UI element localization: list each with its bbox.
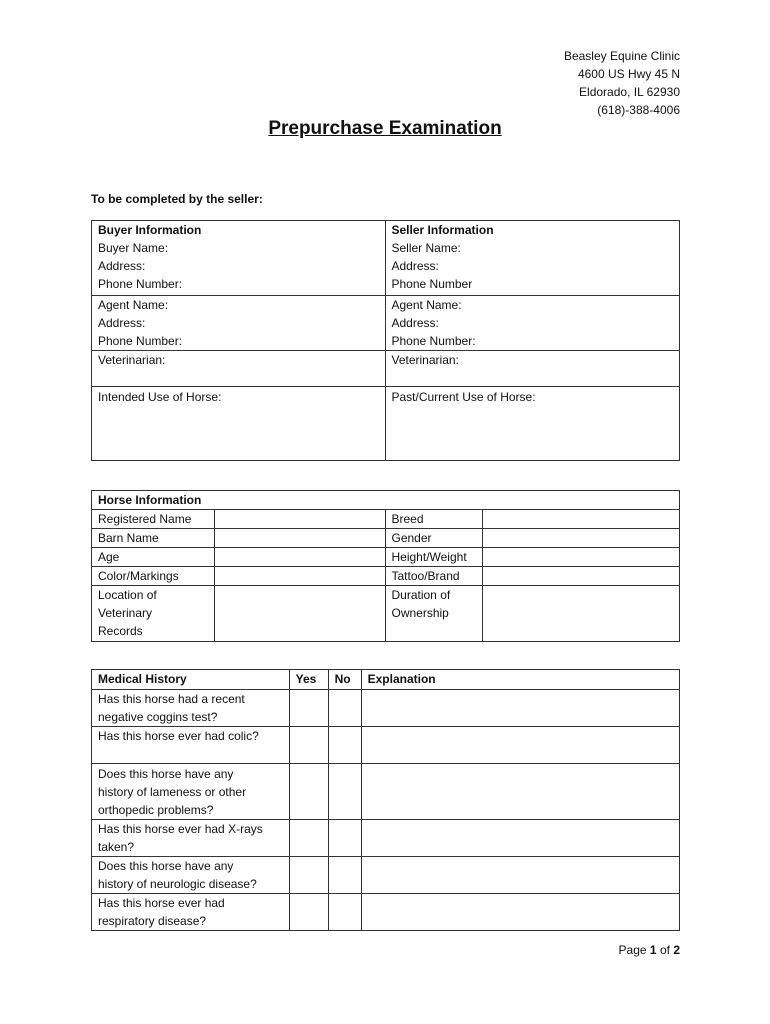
xrays-explanation-cell[interactable] <box>361 820 679 857</box>
lameness-explanation-cell[interactable] <box>361 764 679 820</box>
xrays-no-cell[interactable] <box>328 820 361 857</box>
ownership-line-1: Duration of <box>391 588 451 602</box>
question-text: Does this horse have any <box>98 859 234 873</box>
vet-records-location-label <box>92 586 215 642</box>
question-text: Has this horse ever had X-rays <box>98 822 263 836</box>
neurologic-explanation-cell[interactable] <box>361 857 679 894</box>
page-current: 1 <box>649 943 657 957</box>
vet-records-location-field[interactable] <box>214 586 385 642</box>
seller-phone-label: Phone Number <box>391 277 473 291</box>
question-xrays <box>92 820 290 857</box>
yes-header: Yes <box>289 670 328 690</box>
seller-name-label: Seller Name: <box>391 241 461 255</box>
clinic-name: Beasley Equine Clinic <box>563 49 680 63</box>
age-field[interactable] <box>214 548 385 567</box>
question-text: Has this horse ever had colic? <box>98 729 259 743</box>
clinic-street: 4600 US Hwy 45 N <box>577 67 680 81</box>
ownership-duration-field[interactable] <box>483 586 680 642</box>
question-text: orthopedic problems? <box>98 803 214 817</box>
intended-use-cell[interactable] <box>92 387 386 461</box>
instructions: To be completed by the seller: <box>91 192 263 206</box>
vet-records-line-1: Location of <box>98 588 157 602</box>
registered-name-field[interactable] <box>214 510 385 529</box>
question-coggins <box>92 690 290 727</box>
clinic-city: Eldorado, IL 62930 <box>579 85 680 99</box>
color-markings-field[interactable] <box>214 567 385 586</box>
colic-explanation-cell[interactable] <box>361 727 679 764</box>
no-header: No <box>328 670 361 690</box>
medical-history-header: Medical History <box>92 670 290 690</box>
barn-name-label: Barn Name <box>92 529 215 548</box>
respiratory-yes-cell[interactable] <box>289 894 328 931</box>
horse-info-table <box>91 490 680 642</box>
buyer-agent-cell[interactable] <box>92 296 386 351</box>
buyer-name-label: Buyer Name: <box>98 241 169 255</box>
contact-info-table <box>91 220 680 461</box>
height-weight-label: Height/Weight <box>385 548 483 567</box>
seller-agent-cell[interactable] <box>385 296 680 351</box>
question-neurologic <box>92 857 290 894</box>
buyer-info-header: Buyer Information <box>98 223 202 237</box>
ownership-duration-label <box>385 586 483 642</box>
clinic-phone: (618)-388-4006 <box>597 103 680 117</box>
question-text: negative coggins test? <box>98 710 218 724</box>
question-colic <box>92 727 290 764</box>
tattoo-brand-field[interactable] <box>483 567 680 586</box>
barn-name-field[interactable] <box>214 529 385 548</box>
past-use-cell[interactable] <box>385 387 680 461</box>
question-lameness <box>92 764 290 820</box>
question-text: Has this horse ever had <box>98 896 225 910</box>
seller-agent-name-label: Agent Name: <box>391 298 462 312</box>
buyer-vet-label: Veterinarian: <box>98 353 166 367</box>
coggins-yes-cell[interactable] <box>289 690 328 727</box>
explanation-header: Explanation <box>361 670 679 690</box>
seller-agent-address-label: Address: <box>391 316 439 330</box>
question-respiratory <box>92 894 290 931</box>
page-label: Page <box>618 943 647 957</box>
question-text: Does this horse have any <box>98 767 234 781</box>
horse-info-header: Horse Information <box>92 491 680 510</box>
breed-label: Breed <box>385 510 483 529</box>
seller-info-cell[interactable] <box>385 221 680 296</box>
seller-agent-phone-label: Phone Number: <box>391 334 476 348</box>
seller-vet-cell[interactable] <box>385 351 680 387</box>
lameness-yes-cell[interactable] <box>289 764 328 820</box>
ownership-line-2: Ownership <box>391 606 449 620</box>
question-text: taken? <box>98 840 135 854</box>
question-text: Has this horse had a recent <box>98 692 245 706</box>
breed-field[interactable] <box>483 510 680 529</box>
coggins-no-cell[interactable] <box>328 690 361 727</box>
buyer-vet-cell[interactable] <box>92 351 386 387</box>
gender-label: Gender <box>385 529 483 548</box>
xrays-yes-cell[interactable] <box>289 820 328 857</box>
coggins-explanation-cell[interactable] <box>361 690 679 727</box>
respiratory-explanation-cell[interactable] <box>361 894 679 931</box>
vet-records-line-3: Records <box>98 624 143 638</box>
neurologic-yes-cell[interactable] <box>289 857 328 894</box>
past-use-label: Past/Current Use of Horse: <box>391 390 536 404</box>
colic-yes-cell[interactable] <box>289 727 328 764</box>
page-number <box>619 943 680 957</box>
question-text: respiratory disease? <box>98 914 207 928</box>
buyer-agent-name-label: Agent Name: <box>98 298 169 312</box>
buyer-agent-phone-label: Phone Number: <box>98 334 183 348</box>
question-text: history of neurologic disease? <box>98 877 257 891</box>
seller-address-label: Address: <box>391 259 439 273</box>
buyer-info-cell[interactable] <box>92 221 386 296</box>
neurologic-no-cell[interactable] <box>328 857 361 894</box>
page-of: of <box>659 943 670 957</box>
medical-history-table <box>91 669 680 931</box>
page-total: 2 <box>673 943 680 957</box>
page-title: Prepurchase Examination <box>268 118 502 139</box>
question-text: history of lameness or other <box>98 785 247 799</box>
age-label: Age <box>92 548 215 567</box>
buyer-address-label: Address: <box>98 259 146 273</box>
buyer-agent-address-label: Address: <box>98 316 146 330</box>
registered-name-label: Registered Name <box>92 510 215 529</box>
seller-vet-label: Veterinarian: <box>391 353 459 367</box>
lameness-no-cell[interactable] <box>328 764 361 820</box>
gender-field[interactable] <box>483 529 680 548</box>
respiratory-no-cell[interactable] <box>328 894 361 931</box>
vet-records-line-2: Veterinary <box>98 606 153 620</box>
height-weight-field[interactable] <box>483 548 680 567</box>
clinic-address-block <box>564 47 680 119</box>
buyer-phone-label: Phone Number: <box>98 277 183 291</box>
color-markings-label: Color/Markings <box>92 567 215 586</box>
seller-info-header: Seller Information <box>391 223 494 237</box>
tattoo-brand-label: Tattoo/Brand <box>385 567 483 586</box>
intended-use-label: Intended Use of Horse: <box>98 390 222 404</box>
colic-no-cell[interactable] <box>328 727 361 764</box>
